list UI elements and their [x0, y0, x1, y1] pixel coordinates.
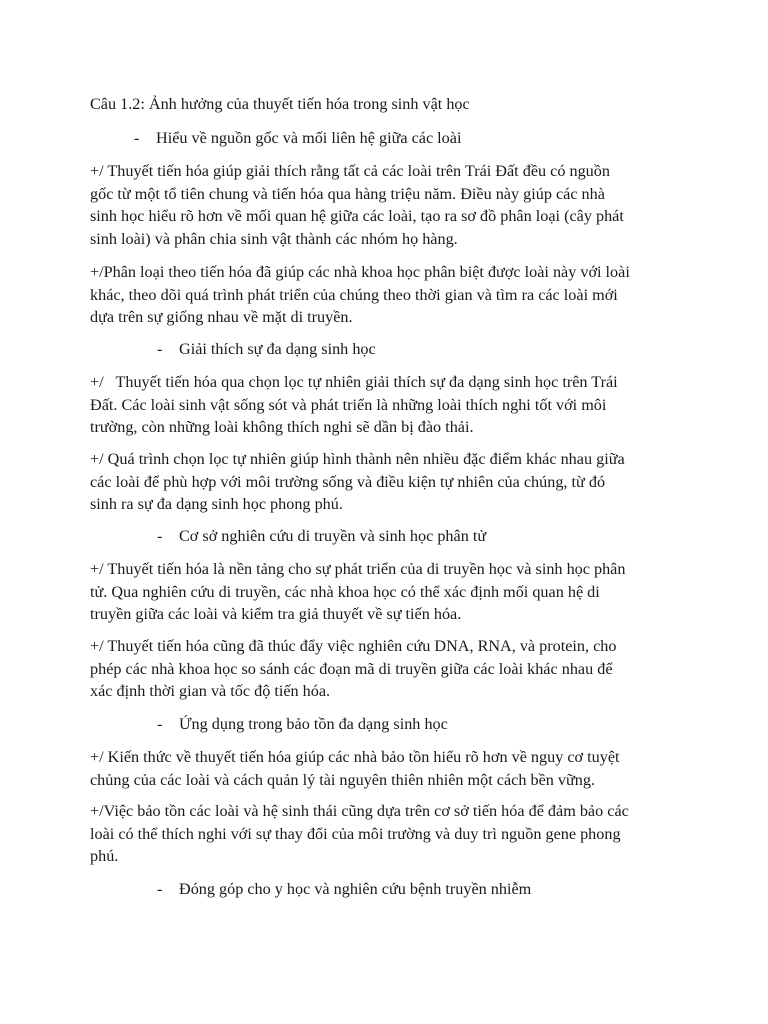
- question-heading: Câu 1.2: Ảnh hưởng của thuyết tiến hóa trong sinh vật học: [90, 95, 470, 113]
- paragraph: +/ Thuyết tiến hóa qua chọn lọc tự nhiên giải thích sự đa dạng sinh học trên Trái Đất. Các loài sinh vật sống sót và phát triển là những loài thích nghi tốt với môi trường, còn những loài không thích nghi sẽ dần bị đào thải.: [90, 373, 618, 436]
- bullet-item-biodiversity: [157, 338, 376, 361]
- bullet-item-origin: [134, 127, 461, 150]
- bullet-label: Đóng góp cho y học và nghiên cứu bệnh truyền nhiễm: [179, 880, 532, 898]
- paragraph: +/ Kiến thức về thuyết tiến hóa giúp các nhà bảo tồn hiểu rõ hơn về nguy cơ tuyệt chủng của các loài và cách quản lý tài nguyên thiên nhiên một cách bền vững.: [90, 748, 620, 789]
- paragraph: +/ Thuyết tiến hóa giúp giải thích rằng tất cả các loài trên Trái Đất đều có nguồn gốc từ một tổ tiên chung và tiến hóa qua hàng triệu năm. Điều này giúp các nhà sinh học hiểu rõ hơn về mối quan hệ giữa các loài, tạo ra sơ đồ phân loại (cây phát sinh loài) và phân chia sinh vật thành các nhóm họ hàng.: [90, 162, 624, 248]
- bullet-label: Giải thích sự đa dạng sinh học: [179, 340, 376, 358]
- paragraph: +/Việc bảo tồn các loài và hệ sinh thái cũng dựa trên cơ sở tiến hóa để đảm bảo các loài có thể thích nghi với sự thay đổi của môi trường và duy trì nguồn gene phong phú.: [90, 802, 629, 865]
- paragraph: +/Phân loại theo tiến hóa đã giúp các nhà khoa học phân biệt được loài này với loài khác, theo dõi quá trình phát triển của chúng theo thời gian và tìm ra các loài mới dựa trên sự giống nhau về mặt di truyền.: [90, 263, 630, 326]
- paragraph: +/ Thuyết tiến hóa là nền tảng cho sự phát triển của di truyền học và sinh học phân tử. Qua nghiên cứu di truyền, các nhà khoa học có thể xác định mối quan hệ di truyền giữa các loài và kiểm tra giả thuyết về sự tiến hóa.: [90, 560, 626, 623]
- bullet-item-conservation: [157, 713, 448, 736]
- bullet-label: Cơ sở nghiên cứu di truyền và sinh học phân tử: [179, 527, 487, 545]
- bullet-dash: -: [157, 880, 163, 898]
- bullet-dash: -: [134, 129, 140, 147]
- paragraph: +/ Quá trình chọn lọc tự nhiên giúp hình thành nên nhiều đặc điểm khác nhau giữa các loài để phù hợp với môi trường sống và điều kiện tự nhiên của chúng, từ đó sinh ra sự đa dạng sinh học phong phú.: [90, 450, 625, 513]
- bullet-item-genetics: [157, 525, 486, 548]
- bullet-dash: -: [157, 715, 163, 733]
- bullet-dash: -: [157, 340, 163, 358]
- bullet-dash: -: [157, 527, 163, 545]
- bullet-label: Hiểu về nguồn gốc và mối liên hệ giữa các loài: [156, 129, 462, 147]
- bullet-item-medicine: [157, 878, 531, 901]
- bullet-label: Ứng dụng trong bảo tồn đa dạng sinh học: [179, 715, 448, 733]
- paragraph: +/ Thuyết tiến hóa cũng đã thúc đẩy việc nghiên cứu DNA, RNA, và protein, cho phép các nhà khoa học so sánh các đoạn mã di truyền giữa các loài khác nhau để xác định thời gian và tốc độ tiến hóa.: [90, 637, 617, 700]
